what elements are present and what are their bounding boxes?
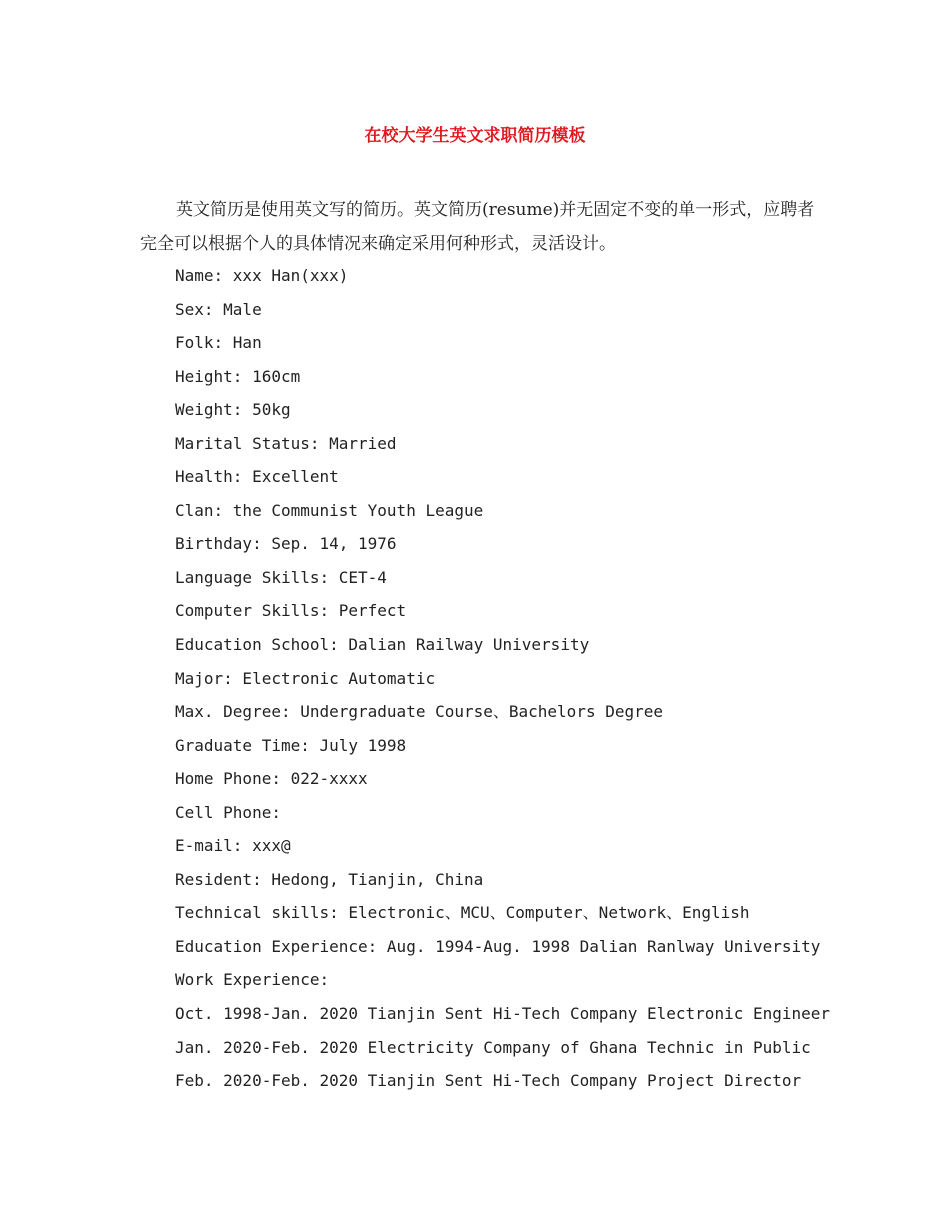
field-health: Health: Excellent [175,467,339,487]
document-title: 在校大学生英文求职简历模板 [364,126,586,146]
field-folk: Folk: Han [175,333,262,353]
field-cell-phone: Cell Phone: [175,802,281,822]
resume-fields [175,259,830,1098]
field-max-degree: Max. Degree: Undergraduate Course、Bachelors Degree [175,702,664,722]
field-major: Major: Electronic Automatic [175,668,436,688]
field-marital-status: Marital Status: Married [175,433,397,453]
field-home-phone: Home Phone: 022-xxxx [175,769,368,789]
field-resident: Resident: Hedong, Tianjin, China [175,869,484,889]
field-technical-skills: Technical skills: Electronic、MCU、Computer、Network、English [175,903,750,923]
field-work-experience-heading: Work Experience: [175,970,330,990]
field-sex: Sex: Male [175,299,262,319]
field-birthday: Birthday: Sep. 14, 1976 [175,534,397,554]
intro-paragraph: 英文简历是使用英文写的简历。英文简历(resume)并无固定不变的单一形式，应聘者完全可以根据个人的具体情况来确定采用何种形式，灵活设计。 [140,200,815,254]
field-name: Name: xxx Han(xxx) [175,266,349,285]
field-language-skills: Language Skills: CET-4 [175,567,387,587]
work-experience-item: Feb. 2020-Feb. 2020 Tianjin Sent Hi-Tech Company Project Director [175,1071,802,1091]
work-experience-item: Jan. 2020-Feb. 2020 Electricity Company of Ghana Technic in Public [175,1037,811,1057]
field-clan: Clan: the Communist Youth League [175,500,484,520]
field-graduate-time: Graduate Time: July 1998 [175,735,407,755]
field-education-experience: Education Experience: Aug. 1994-Aug. 1998 Dalian Ranlway University [175,936,821,956]
field-weight: Weight: 50kg [175,400,291,420]
field-email: E-mail: xxx@ [175,836,291,856]
work-experience-item: Oct. 1998-Jan. 2020 Tianjin Sent Hi-Tech Company Electronic Engineer [175,1004,831,1024]
field-computer-skills: Computer Skills: Perfect [175,601,407,621]
field-education-school: Education School: Dalian Railway University [175,635,590,655]
field-height: Height: 160cm [175,366,301,386]
